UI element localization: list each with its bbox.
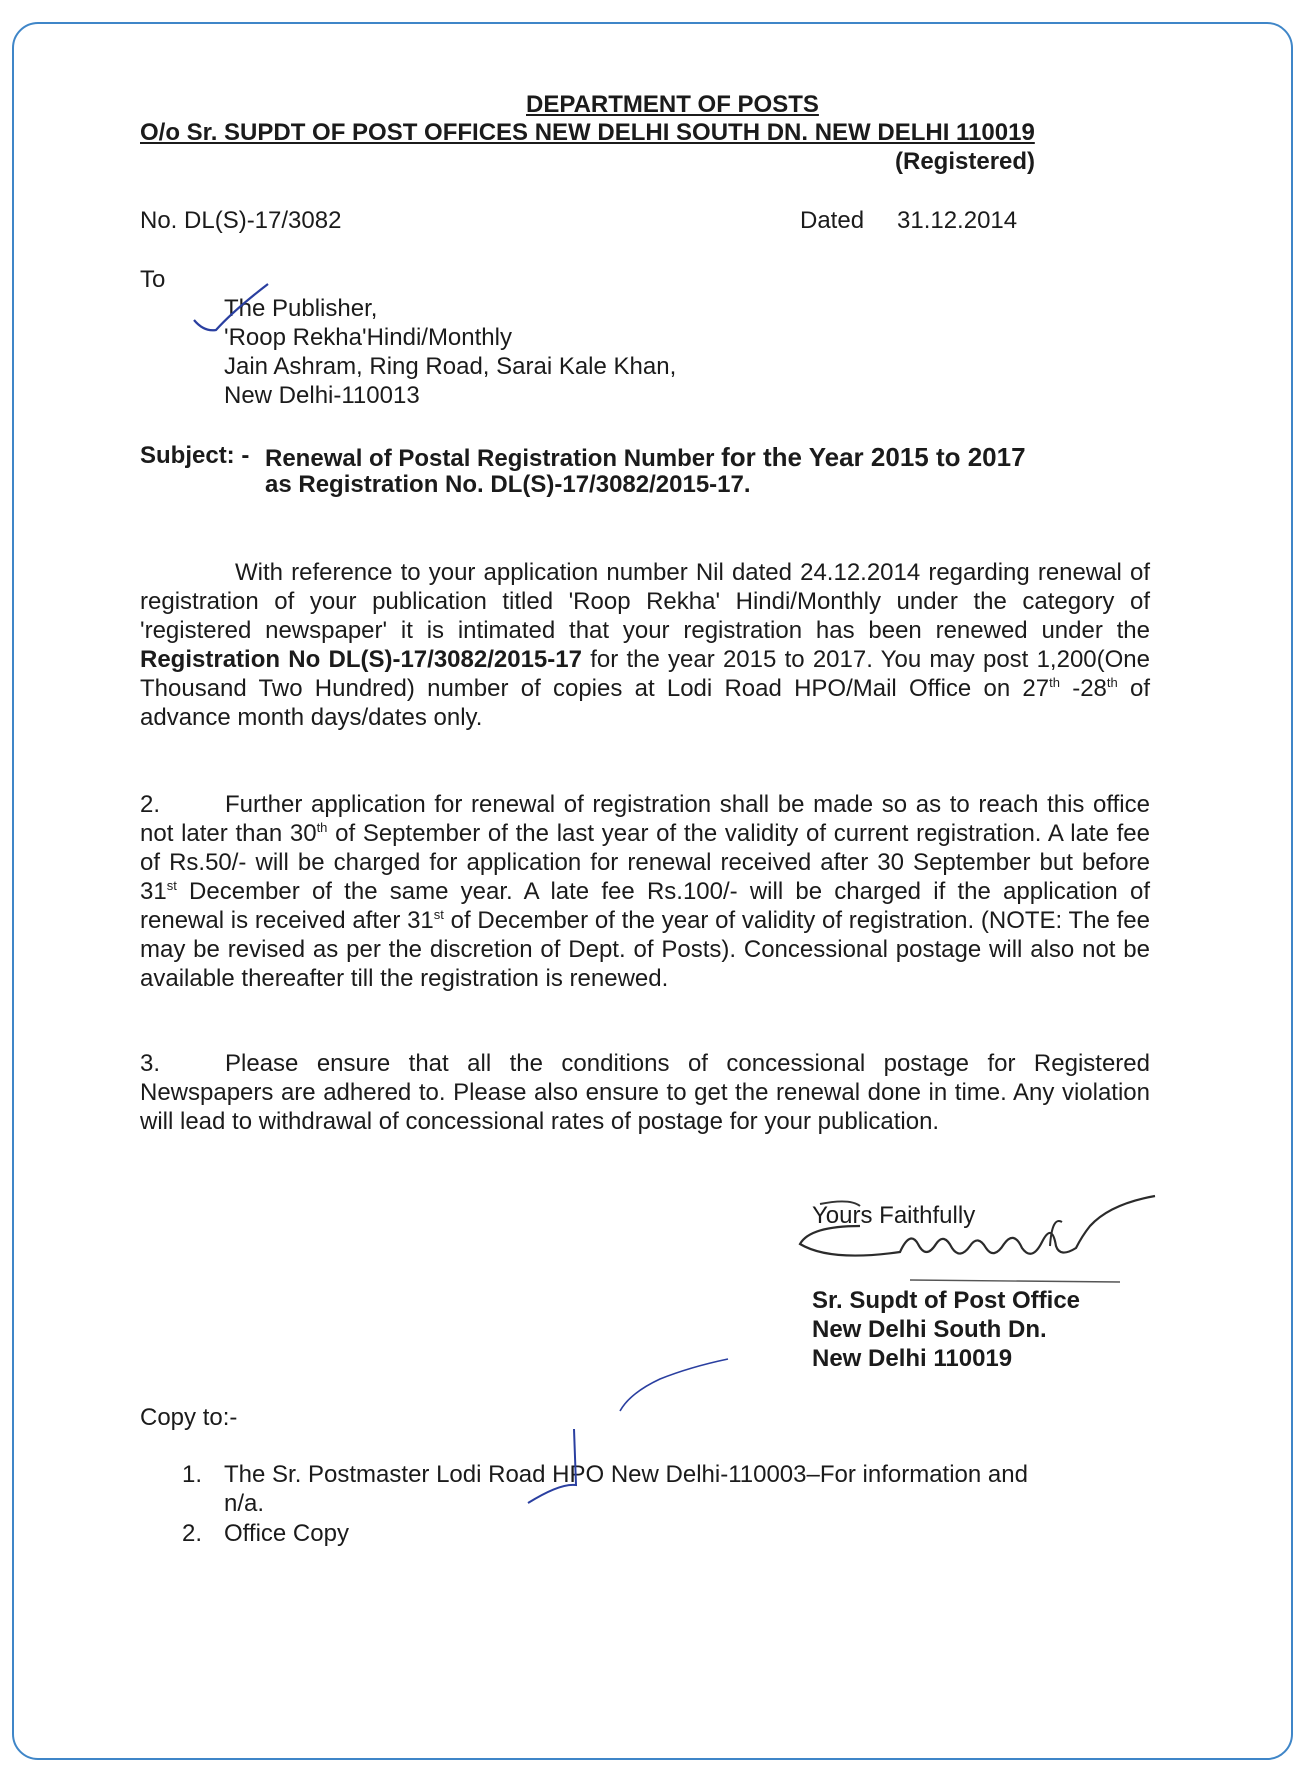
paragraph-2 <box>140 790 1150 993</box>
dated-label: Dated <box>800 207 865 234</box>
registered-label: (Registered) <box>895 148 1036 175</box>
letter-date: 31.12.2014 <box>897 207 1018 234</box>
office-heading: O/o Sr. SUPDT OF POST OFFICES NEW DELHI SOUTH DN. NEW DELHI 110019 <box>140 119 1035 146</box>
copy-item-2: Office Copy <box>224 1520 349 1547</box>
para1-text: for the year 2015 to 2017. You may post 1,200(One Thousand Two Hundred) number of copies at Lodi Road HPO/Mail Office on 27 <box>140 646 1150 702</box>
para3-number: 3. <box>140 1050 161 1077</box>
signatory-city: New Delhi 110019 <box>812 1345 1013 1372</box>
para2-text: Further application for renewal of registration shall be made so as to reach this office not later than 30 <box>140 791 1150 847</box>
check-mark-icon <box>520 1425 590 1515</box>
subject-year-range: for the Year 2015 to 2017 <box>721 442 1026 472</box>
para1-text: of advance month days/dates only. <box>140 675 1151 731</box>
copy-to-label: Copy to:- <box>140 1404 238 1431</box>
copy-item-1-line-1: The Sr. Postmaster Lodi Road HPO New Delhi-110003–For information and <box>224 1461 1028 1488</box>
closing-text: Yours Faithfully <box>812 1202 976 1229</box>
para3-text: Please ensure that all the conditions of concessional postage for Registered Newspapers are adhered to. Please also ensure to get the renewal done in time. Any violation will lead to withdrawal of concessional rates of postage for your publication. <box>140 1050 1150 1135</box>
registration-label: Registration No <box>140 646 321 673</box>
paragraph-3 <box>140 1049 1150 1136</box>
paragraph-1 <box>140 558 1150 732</box>
address-line: Jain Ashram, Ring Road, Sarai Kale Khan, <box>224 353 677 380</box>
para2-text: of September of the last year of the validity of current registration. A late fee of Rs.50/- will be charged for application for renewal received after 30 September but before 31 <box>140 820 1150 905</box>
signatory-title: Sr. Supdt of Post Office <box>812 1287 1081 1314</box>
address-line: New Delhi-110013 <box>224 382 420 409</box>
para2-number: 2. <box>140 791 161 818</box>
reference-number: No. DL(S)-17/3082 <box>140 207 342 234</box>
tick-mark-icon <box>190 280 280 350</box>
department-heading: DEPARTMENT OF POSTS <box>526 91 819 118</box>
copy-item-number: 2. <box>182 1520 203 1547</box>
registration-number: DL(S)-17/3082/2015-17 <box>328 646 582 673</box>
to-label: To <box>140 266 166 293</box>
signatory-division: New Delhi South Dn. <box>812 1316 1047 1343</box>
signatory-block <box>812 1286 1080 1373</box>
copy-item-number: 1. <box>182 1461 203 1488</box>
para1-text: With reference to your application number Nil dated 24.12.2014 regarding renewal of registration of your publication titled 'Roop Rekha' Hindi/Monthly under the category of 'registered newspaper' it is intimated that your registration has been renewed under the <box>140 559 1150 644</box>
superscript: st <box>166 878 177 893</box>
copy-item-1-line-2: n/a. <box>224 1490 265 1517</box>
address-line: The Publisher, <box>224 295 378 322</box>
pen-stroke-icon <box>610 1355 730 1415</box>
subject-text: Renewal of Postal Registration Number <box>265 445 715 472</box>
signature-icon <box>790 1186 1160 1296</box>
para2-text: of December of the year of validity of registration. (NOTE: The fee may be revised as per the discretion of Dept. of Posts). Concessional postage will also not be available thereafter till the registration is renewed. <box>140 907 1150 992</box>
superscript: st <box>433 907 444 922</box>
superscript: th <box>1106 675 1118 690</box>
superscript: th <box>316 820 328 835</box>
address-line: 'Roop Rekha'Hindi/Monthly <box>224 324 512 351</box>
superscript: th <box>1049 675 1060 690</box>
recipient-address <box>224 294 676 410</box>
subject-line-1 <box>265 442 1026 473</box>
subject-label: Subject: - <box>140 442 250 469</box>
para2-text: December of the same year. A late fee Rs.100/- will be charged if the application of renewal is received after 31 <box>140 878 1150 934</box>
para1-text: -28 <box>1059 675 1107 702</box>
subject-line-2: as Registration No. DL(S)-17/3082/2015-17. <box>265 471 751 498</box>
